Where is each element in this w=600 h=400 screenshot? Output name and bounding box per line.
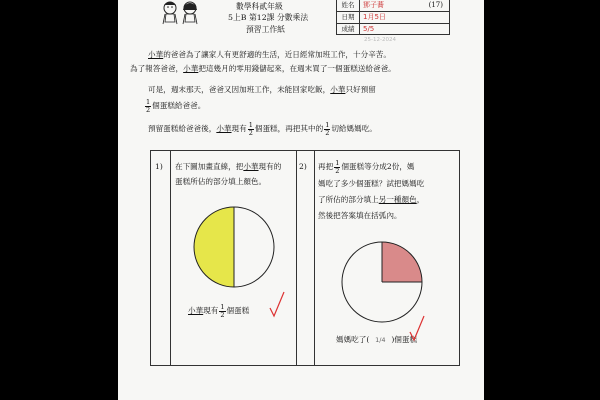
story-text: 個蛋糕給爸爸。	[152, 101, 206, 110]
cake-circle-q2[interactable]	[340, 240, 424, 324]
fraction-one-half: $\frac{1}{2}$	[220, 303, 225, 319]
date-value: 1月5日	[363, 13, 386, 21]
name-xiaohua: 小華	[330, 85, 346, 94]
question-divider-right	[314, 150, 315, 366]
question-2-number: 2)	[299, 162, 307, 171]
story-text: 預留蛋糕給爸爸後，	[148, 124, 217, 133]
date-stamp: 25-12-2024	[364, 37, 396, 43]
question-2-line-1: 再把 $\frac{1}{2}$ 個蛋糕等分成2份，媽	[318, 159, 415, 175]
worksheet-subject: 數學科貳年級	[236, 2, 283, 11]
story-text: 切給媽媽吃。	[331, 124, 377, 133]
name-xiaohua: 小華	[183, 64, 199, 73]
red-check-mark	[408, 314, 428, 344]
question-1-line-1: 在下圖加畫直線，把小華現有的	[175, 162, 282, 171]
worksheet	[118, 0, 484, 400]
red-check-mark	[268, 290, 288, 320]
question-2-line-3: 了所佔的部分填上另一種顏色，	[318, 195, 425, 204]
story-text: 個蛋糕，再把其中的	[254, 124, 324, 133]
story-text: 現有	[231, 124, 247, 133]
name-row	[337, 0, 449, 12]
name-value: 鄧子蕎	[363, 1, 384, 9]
question-1-number: 1)	[155, 162, 163, 171]
worksheet-title: 預習工作紙	[246, 25, 285, 34]
story-text: 只好預留	[345, 85, 376, 94]
score-row	[337, 24, 449, 35]
fraction-one-half: $\frac{1}{2}$	[325, 121, 330, 137]
worksheet-lesson: 5上B 第12課 分數乘法	[228, 13, 309, 22]
question-1-answer: 小華現有 $\frac{1}{2}$ 個蛋糕	[188, 303, 250, 319]
question-divider-left	[170, 150, 171, 366]
question-2-line-4: 然後把答案填在括弧內。	[318, 211, 402, 220]
story-paragraph-1-line-2	[130, 65, 396, 74]
fraction-one-half: $\frac{1}{2}$	[248, 121, 253, 137]
fraction-one-half: $\frac{1}{2}$	[335, 159, 340, 175]
story-text: 可是，週末那天，爸爸又因加班工作，未能回家吃飯，	[148, 85, 331, 94]
student-info-table	[336, 0, 450, 35]
score-value: 5/5	[363, 25, 375, 33]
question-1-line-2: 蛋糕所佔的部分填上顏色。	[175, 177, 267, 186]
name-label: 姓名	[337, 0, 360, 11]
answer-blank[interactable]: 1/4	[375, 336, 386, 344]
story-text: 把這幾月的零用錢儲起來，在週末買了一個蛋糕送給爸爸。	[198, 64, 396, 73]
name-xiaohua: 小華	[216, 124, 232, 133]
cartoon-children-logo	[158, 0, 204, 26]
story-paragraph-2-line-2	[144, 99, 205, 113]
class-number: (17)	[428, 1, 443, 9]
fraction-one-half: $\frac{1}{2}$	[146, 98, 151, 114]
shaded-half	[194, 207, 234, 287]
story-text: 為了報答爸爸，	[130, 64, 184, 73]
score-label: 成績	[337, 24, 360, 35]
cake-circle-q1[interactable]	[192, 205, 276, 289]
date-label: 日期	[337, 12, 360, 23]
shaded-quarter	[382, 242, 422, 282]
question-divider-middle	[296, 150, 297, 366]
story-paragraph-1	[148, 51, 391, 60]
story-paragraph-3	[148, 122, 377, 136]
story-text: 的爸爸為了讓家人有更舒適的生活，近日經常加班工作，十分辛苦。	[163, 50, 391, 59]
date-row	[337, 12, 449, 24]
question-2-line-2: 媽吃了多少個蛋糕？試把媽媽吃	[318, 179, 425, 188]
question-2-answer: 媽媽吃了( 1/4 )個蛋糕	[336, 335, 418, 344]
story-paragraph-2	[148, 86, 376, 95]
name-xiaohua: 小華	[148, 50, 164, 59]
